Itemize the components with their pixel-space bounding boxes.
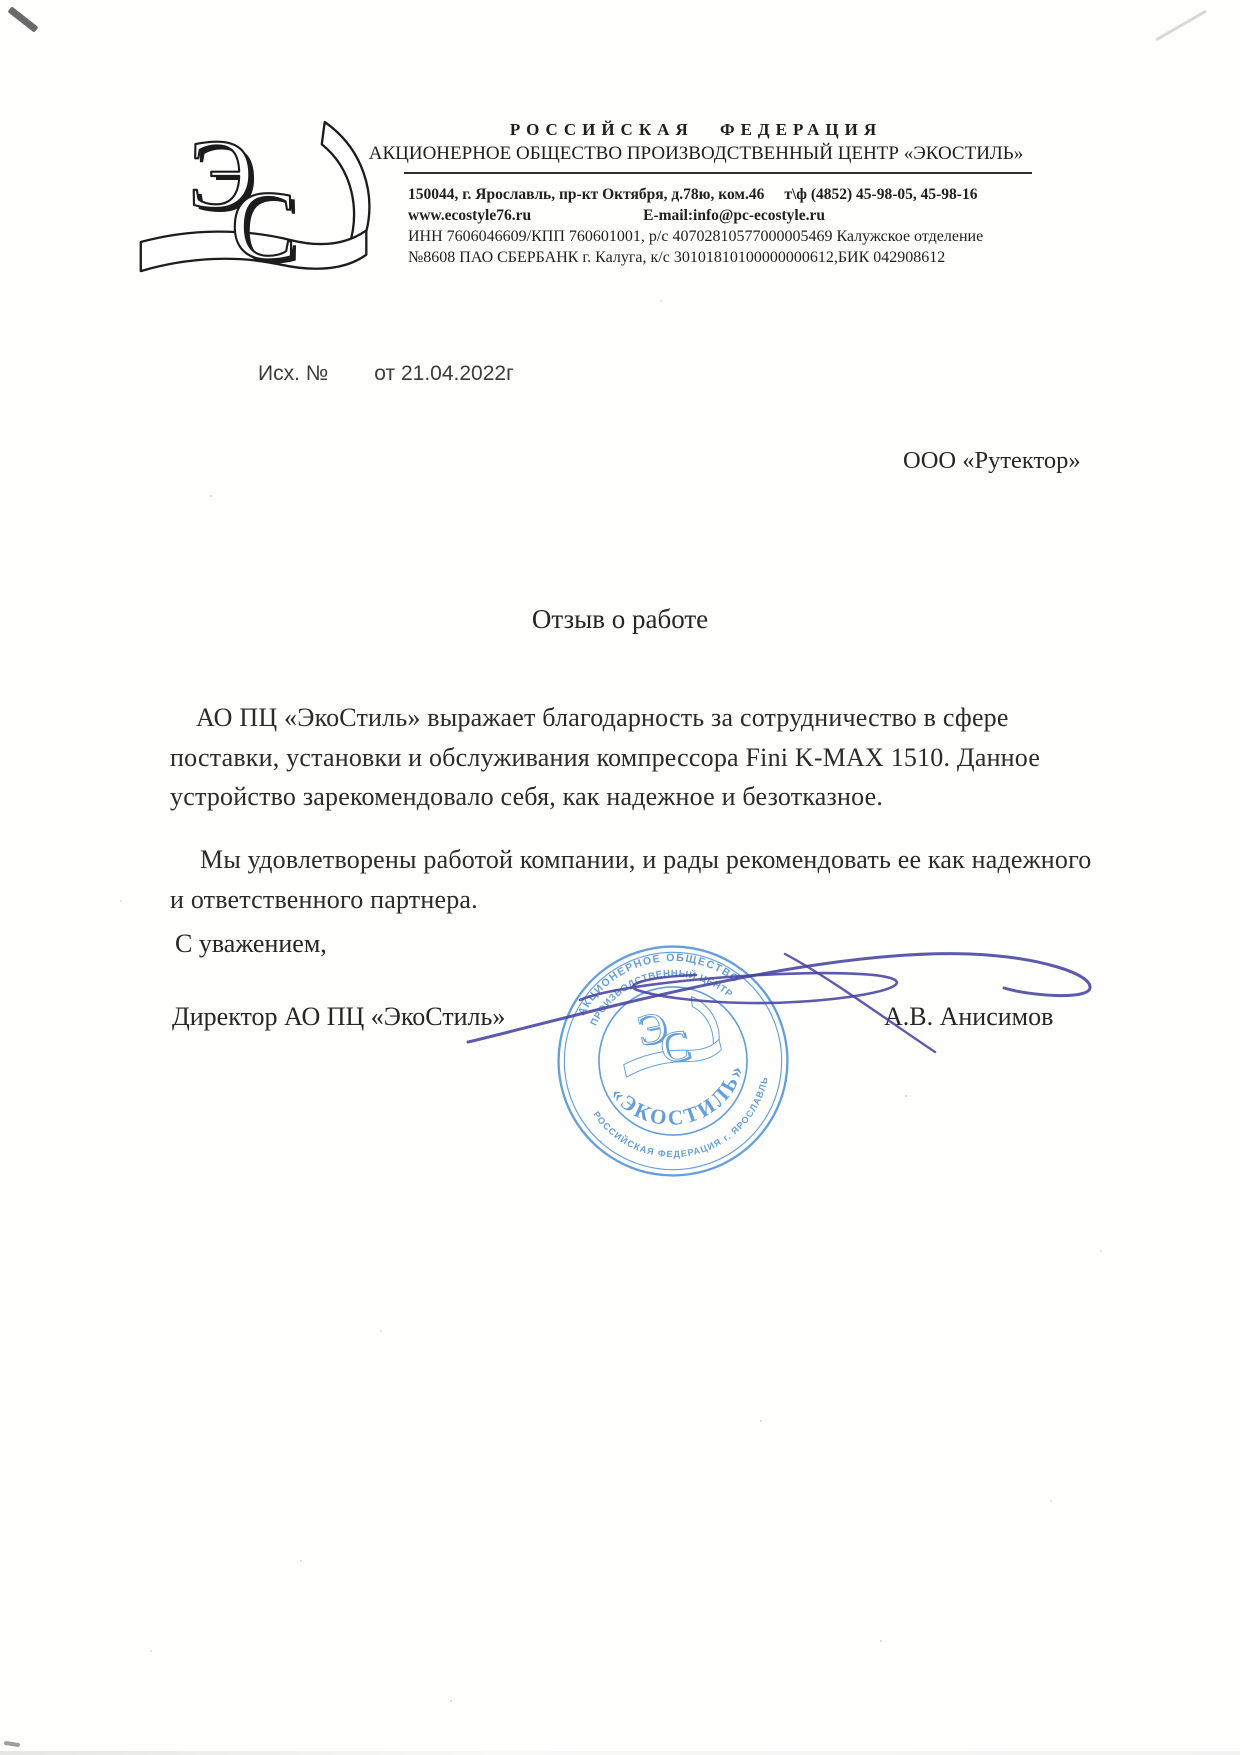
- body-paragraph-1: АО ПЦ «ЭкоСтиль» выражает благодарность за сотрудничество в сфере поставки, установки и обслуживания компрессора Fini K-MAX 1510. Данное устройство зарекомендовало себя, как надежное и безотказное.: [170, 703, 1041, 811]
- letterhead: [358, 120, 1034, 268]
- recipient-name: ООО «Рутектор»: [903, 447, 1081, 474]
- outgoing-number-line: [258, 362, 514, 386]
- letterhead-country: РОССИЙСКАЯ ФЕДЕРАЦИЯ: [509, 120, 883, 139]
- requisites-line-2: №8608 ПАО СБЕРБАНК г. Калуга, к/с 30101810100000000612,БИК 042908612: [408, 249, 946, 266]
- scan-noise: [0, 0, 2, 2]
- scan-bottom-edge: [0, 1751, 1240, 1755]
- email: E-mail:info@pc-ecostyle.ru: [643, 207, 825, 224]
- handwritten-signature: [430, 930, 1130, 1085]
- stamp-arc-top-1-text: АКЦИОНЕРНОЕ ОБЩЕСТВО: [575, 951, 742, 1018]
- company-logo: [134, 90, 376, 276]
- stamp-arc-bottom-text: РОССИЙСКАЯ ФЕДЕРАЦИЯ г. ЯРОСЛАВЛЬ: [591, 1075, 770, 1160]
- requisites-line-1: ИНН 7606046609/КПП 760601001, р/с 40702810577000005469 Калужское отделение: [408, 228, 984, 245]
- outgoing-date: от 21.04.2022г: [374, 362, 514, 385]
- outgoing-number-label: Исх. №: [258, 362, 329, 385]
- document-title: Отзыв о работе: [531, 604, 709, 634]
- stamp-arc-top-2-text: ПРОИЗВОДСТВЕННЫЙ ЦЕНТР: [588, 968, 735, 1028]
- closing-phrase: С уважением,: [175, 929, 327, 958]
- letterhead-organization: АКЦИОНЕРНОЕ ОБЩЕСТВО ПРОИЗВОДСТВЕННЫЙ ЦЕНТР «ЭКОСТИЛЬ»: [368, 143, 1024, 164]
- scan-artifact-bottom-left: [4, 1741, 20, 1747]
- phone-number: т\ф (4852) 45-98-05, 45-98-16: [784, 186, 978, 203]
- letterhead-contacts: [358, 184, 1034, 268]
- signature-stroke-main: [468, 954, 1090, 1042]
- stamp-company-name-text: «ЭКОСТИЛЬ»: [606, 1060, 749, 1131]
- scan-artifact-top-left: [7, 6, 38, 32]
- signature-stroke-tail: [785, 954, 935, 1052]
- signer-name: А.В. Анисимов: [884, 1002, 1054, 1031]
- address-line: [408, 184, 1034, 205]
- signer-title: Директор АО ПЦ «ЭкоСтиль»: [172, 1002, 506, 1031]
- web-line: [408, 205, 1034, 226]
- scan-artifact-top-right: [1155, 10, 1207, 42]
- website: www.ecostyle76.ru: [408, 207, 532, 224]
- body-paragraph-2: Мы удовлетворены работой компании, и рады рекомендовать ее как надежного и ответственного партнера.: [170, 845, 1092, 914]
- letterhead-divider: [404, 172, 1032, 174]
- postal-address: 150044, г. Ярославль, пр-кт Октября, д.78ю, ком.46: [408, 186, 765, 203]
